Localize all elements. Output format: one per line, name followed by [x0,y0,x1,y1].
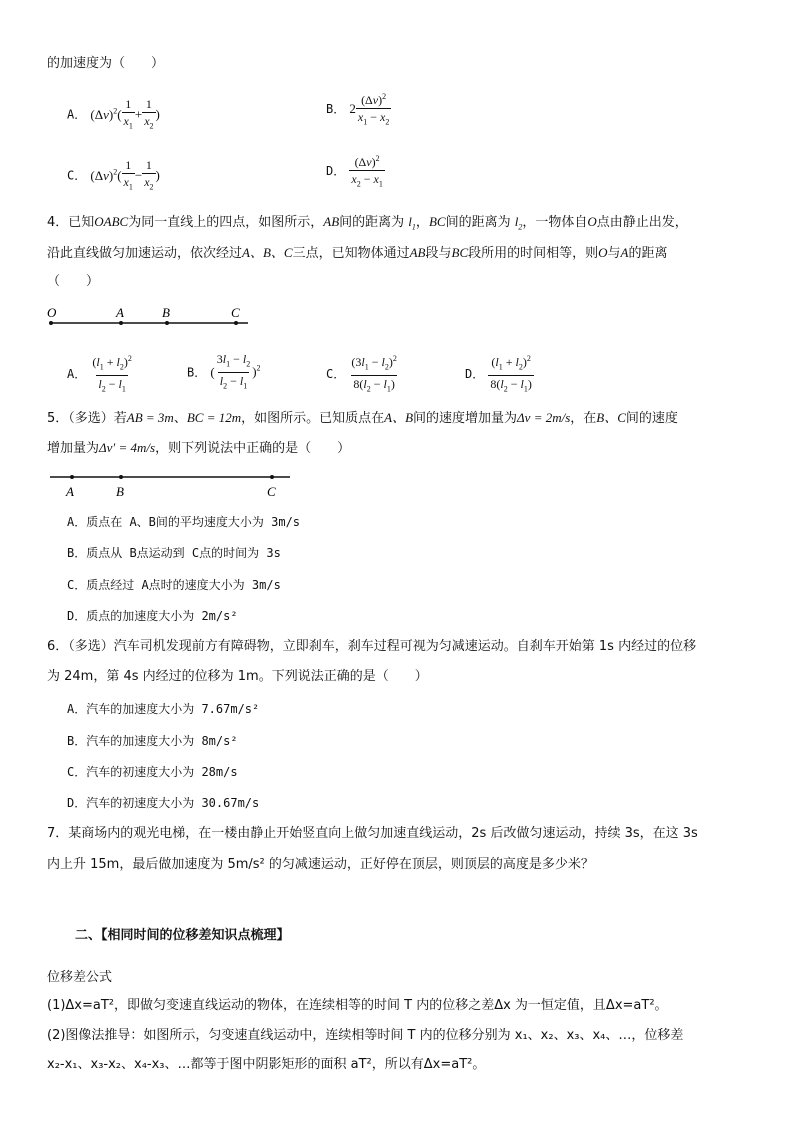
q3-option-c: C． $(\Delta v)^2$( $\frac{1}{x_1}$ − $\frac{1}{x_2}$ ) [67,158,160,194]
q6-option-a: A．汽车的加速度大小为 7.67m/s² [67,702,260,716]
q5-text: 间的速度 [625,411,678,426]
q5-dv-value: Δv = 2m/s [517,410,571,425]
section2-heading: 二、【相同时间的位移差知识点梳理】 [75,928,290,943]
q3-option-b: B． 2 $\frac{(\Delta v)^2}{x_1 - x_2}$ [326,90,391,129]
q4-label-c: C [231,305,240,320]
q4-option-b-letter: B． [187,365,207,380]
q4-l1: $l_1$ [408,214,416,232]
q4-label-a: A [116,305,124,320]
q4-segment-ab: AB [323,214,340,229]
q5-text: 间的速度增加量为 [413,411,518,426]
q4-text: 为同一直线上的四点，如图所示， [128,215,324,230]
q6-option-b: B．汽车的加速度大小为 8m/s² [67,734,238,748]
q5-point-b-dot [119,475,123,479]
q3-option-b-letter: B． [326,102,346,117]
q4-option-a: A． $\frac{(l_1 + l_2)^2}{l_2 - l_1}$ [67,352,134,397]
q5-option-c: C．质点经过 A点时的速度大小为 3m/s [67,578,281,592]
q5-dv2-value: Δv′ = 4m/s [99,440,156,455]
section2-subheading: 位移差公式 [47,970,113,985]
q4-option-c-letter: C． [326,366,346,381]
q6-option-c: C．汽车的初速度大小为 28m/s [67,765,238,779]
q4-point-o-dot [49,321,53,325]
q4-point-b-dot [165,321,169,325]
q4-text: 段所用的时间相等，则 [468,246,599,261]
q4-line-diagram [44,305,254,331]
q4-segment-bc: BC [451,245,469,260]
q6-stem-line1: 6．（多选）汽车司机发现前方有障碍物，立即刹车，刹车过程可视为匀减速运动。自刹车开始第 1s 内经过的位移 [47,639,697,654]
q4-text: 间的距离为 [445,215,511,230]
q5-option-a: A．质点在 A、B间的平均速度大小为 3m/s [67,515,301,529]
section2-paragraph-2-line2: x₂-x₁、x₃-x₂、x₄-x₃、…都等于图中阴影矩形的面积 aT²，所以有Δx=aT²。 [47,1057,486,1072]
q3-option-a: A． $(\Delta v)^2$( $\frac{1}{x_1}$ + $\frac{1}{x_2}$ ) [67,97,160,133]
q3-option-c-letter: C． [67,168,87,183]
q4-option-a-letter: A． [67,366,87,381]
q5-points: B、C [596,410,626,425]
section2-paragraph-2-line1: (2)图像法推导：如图所示，匀变速直线运动中，连续相等时间 T 内的位移分别为 x₁、x₂、x₃、x₄、…，位移差 [47,1028,684,1043]
q4-option-d: D． $\frac{(l_1 + l_2)^2}{8(l_2 - l_1)}$ [465,352,534,397]
q4-points: OABC [94,214,129,229]
q5-stem-line1 [47,409,678,428]
q4-text: 三点，已知物体通过 [292,246,410,261]
q4-segment-bc: BC [428,214,446,229]
q4-label-o: O [47,305,57,320]
q4-text: ， [415,215,429,230]
section2-paragraph-1: (1)Δx=aT²，即做匀变速直线运动的物体，在连续相等的时间 T 内的位移之差Δx 为一恒定值，且Δx=aT²。 [47,998,668,1013]
q4-stem-line1 [47,213,688,237]
q5-label-a: A [66,484,74,499]
q7-stem-line2: 内上升 15m，最后做加速度为 5m/s² 的匀减速运动，正好停在顶层，则顶层的高度是多少米？ [47,857,594,872]
q4-point-o: O [587,214,597,229]
q4-text: ，一物体自 [522,215,588,230]
q4-points: A、B、C [242,245,293,260]
q4-stem-line2 [47,244,668,263]
q4-point-a-dot [119,321,123,325]
q5-text: 、 [173,411,187,426]
q5-point-c-dot [270,475,274,479]
q3-option-d-letter: D． [326,164,346,179]
q5-point-a-dot [70,475,74,479]
q5-text: ，在 [570,411,597,426]
q5-line-diagram [46,468,296,500]
q4-text: 段与 [425,246,452,261]
q6-stem-line2: 为 24m，第 4s 内经过的位移为 1m。下列说法正确的是（ ） [47,669,428,684]
q5-label-c: C [267,484,276,499]
q5-points: A、B [384,410,414,425]
q5-option-d: D．质点的加速度大小为 2m/s² [67,609,238,623]
q4-point-o: O [598,245,608,260]
q7-stem-line1: 7．某商场内的观光电梯，在一楼由静止开始竖直向上做匀加速直线运动，2s 后改做匀速运动，持续 3s，在这 3s [47,826,698,841]
q4-point-c-dot [234,321,238,325]
q3-option-a-letter: A． [67,107,87,122]
q4-text: 与 [607,246,621,261]
q5-option-b: B．质点从 B点运动到 C点的时间为 3s [67,546,281,560]
q4-text: 4．已知 [47,215,95,230]
q5-ab-value: AB = 3m [126,410,174,425]
q4-text: 的距离 [628,246,668,261]
q4-text: 沿此直线做匀加速运动，依次经过 [47,246,243,261]
q4-option-d-letter: D． [465,366,485,381]
q4-stem-line3: （ ） [47,274,100,289]
q3-option-d: D． $\frac{(\Delta v)^2}{x_2 - x_1}$ [326,152,385,191]
q4-text: 点由静止出发， [596,215,688,230]
q4-option-b: B． ( $\frac{3l_1 - l_2}{l_2 - l_1}$ )$^2$ [187,352,261,394]
q5-text: ，则下列说法中正确的是（ ） [155,441,351,456]
q5-label-b: B [116,484,124,499]
q4-option-c: C． $\frac{(3l_1 - l_2)^2}{8(l_2 - l_1)}$ [326,352,399,397]
q4-point-a: A [620,245,629,260]
q5-text: ，如图所示。已知质点在 [241,411,385,426]
q4-segment-ab: AB [409,245,426,260]
q5-text: 5．（多选）若 [47,411,127,426]
q4-label-b: B [162,305,170,320]
q5-stem-line2 [47,439,350,458]
q4-l2: $l_2$ [514,214,523,232]
q5-bc-value: BC = 12m [186,410,242,425]
q3-stem-tail: 的加速度为（ ） [47,56,165,71]
q5-text: 增加量为 [47,441,100,456]
q6-option-d: D．汽车的初速度大小为 30.67m/s [67,796,260,810]
q4-text: 间的距离为 [339,215,405,230]
